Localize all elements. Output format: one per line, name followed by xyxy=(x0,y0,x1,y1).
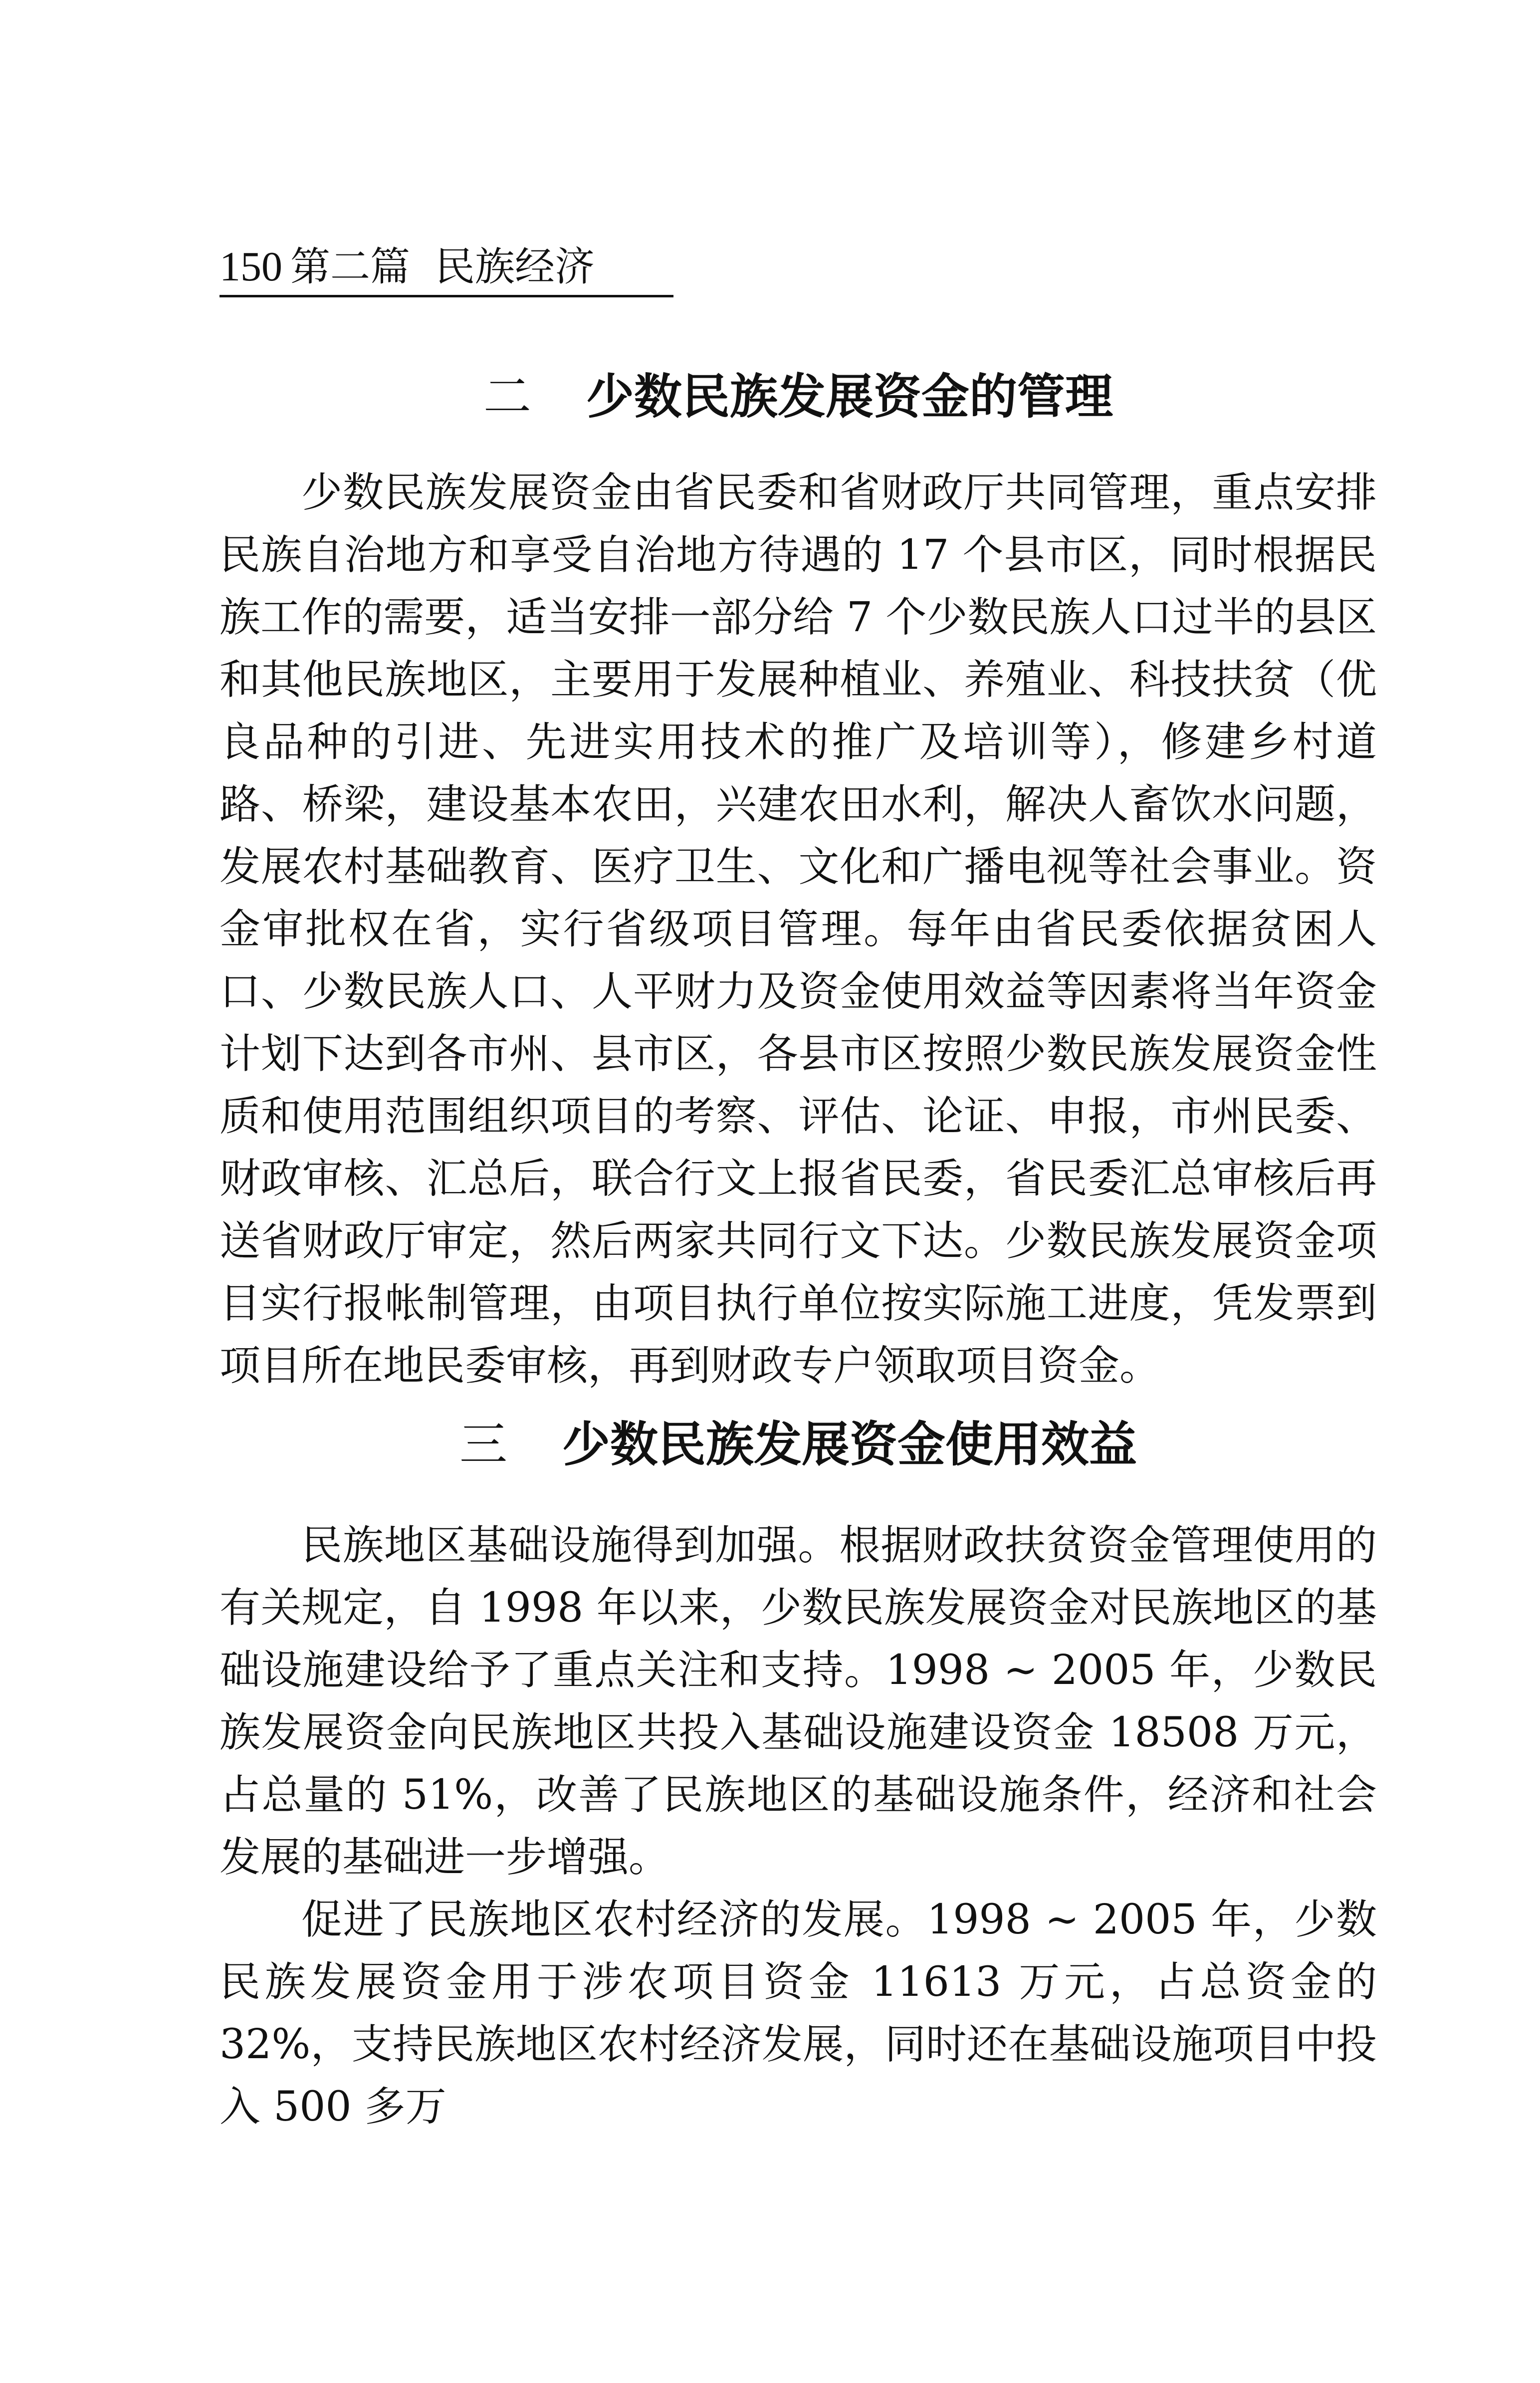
part-label: 第二篇 xyxy=(290,243,410,290)
paragraph: 少数民族发展资金由省民委和省财政厅共同管理，重点安排民族自治地方和享受自治地方待遇的 17 个县市区，同时根据民族工作的需要，适当安排一部分给 7 个少数民族人口过半的县区和其他民族地区，主要用于发展种植业、养殖业、科技扶贫（优良品种的引进、先进实用技术的推广及培训等），修建乡村道路、桥梁，建设基本农田，兴建农田水利，解决人畜饮水问题，发展农村基础教育、医疗卫生、文化和广播电视等社会事业。资金审批权在省，实行省级项目管理。每年由省民委依据贫困人口、少数民族人口、人平财力及资金使用效益等因素将当年资金计划下达到各市州、县市区，各县市区按照少数民族发展资金性质和使用范围组织项目的考察、评估、论证、申报，市州民委、财政审核、汇总后，联合行文上报省民委，省民委汇总审核后再送省财政厅审定，然后两家共同行文下达。少数民族发展资金项目实行报帐制管理，由项目执行单位按实际施工进度，凭发票到项目所在地民委审核，再到财政专户领取项目资金。 xyxy=(220,469,1377,1390)
section-title: 少数民族发展资金的管理 xyxy=(586,369,1113,425)
running-header xyxy=(220,242,673,297)
section-number: 三 xyxy=(459,1417,507,1472)
section-number: 二 xyxy=(483,369,531,425)
section-heading xyxy=(220,1415,1377,1474)
paragraph: 促进了民族地区农村经济的发展。1998 ~ 2005 年，少数民族发展资金用于涉农项目资金 11613 万元，占总资金的 32%，支持民族地区农村经济发展，同时还在基础设施项目中投入 500 多万 xyxy=(220,1896,1377,2131)
paragraph: 民族地区基础设施得到加强。根据财政扶贫资金管理使用的有关规定，自 1998 年以来，少数民族发展资金对民族地区的基础设施建设给予了重点关注和支持。1998 ~ 2005 年，少数民族发展资金向民族地区共投入基础设施建设资金 18508 万元，占总量的 51%，改善了民族地区的基础设施条件，经济和社会发展的基础进一步增强。 xyxy=(220,1522,1377,1881)
part-title: 民族经济 xyxy=(435,243,595,290)
section-heading xyxy=(220,367,1377,427)
section-title: 少数民族发展资金使用效益 xyxy=(562,1417,1137,1472)
page-number: 150 xyxy=(220,243,282,290)
